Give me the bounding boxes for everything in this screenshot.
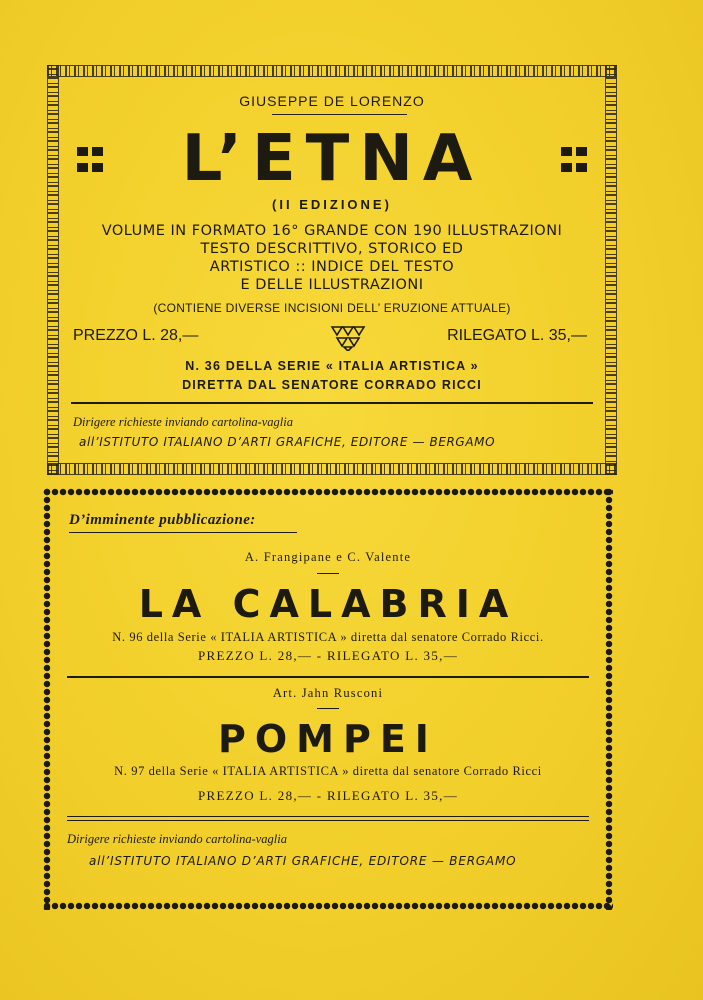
short-divider [317, 573, 339, 574]
order-line: Dirigere richieste inviando cartolina-vaglia [73, 415, 293, 429]
right-ornament-dots [561, 147, 587, 173]
author-underline [272, 114, 407, 115]
etna-bound-price: RILEGATO L. 35,— [447, 327, 587, 344]
order-line: Dirigere richieste inviando cartolina-vaglia [67, 832, 287, 846]
upcoming-heading: D’imminente pubblicazione: [69, 512, 256, 528]
etna-series [47, 357, 617, 395]
series-line: N. 36 DELLA SERIE « ITALIA ARTISTICA » [185, 359, 479, 373]
divider-rule [67, 816, 589, 817]
ornamental-border-bottom [47, 463, 617, 475]
etna-edition: (II EDIZIONE) [272, 197, 392, 212]
pompei-price: PREZZO L. 28,— - RILEGATO L. 35,— [197, 788, 459, 803]
director-line: DIRETTA DAL SENATORE CORRADO RICCI [182, 378, 482, 392]
calabria-author: A. Frangipane e C. Valente [244, 550, 412, 564]
description-line: TESTO DESCRITTIVO, STORICO ED [200, 241, 464, 257]
beaded-border-bottom [43, 902, 613, 910]
triangle-ornament-icon [330, 325, 366, 351]
etna-title: L’ETNA [181, 122, 483, 196]
description-line: E DELLE ILLUSTRAZIONI [240, 277, 424, 293]
upcoming-order-info [67, 828, 516, 872]
short-divider [317, 708, 339, 709]
etna-price: PREZZO L. 28,— [73, 327, 199, 344]
publisher-line: all’ISTITUTO ITALIANO D’ARTI GRAFICHE, EDITORE — BERGAMO [89, 854, 517, 868]
pompei-series: N. 97 della Serie « ITALIA ARTISTICA » diretta dal senatore Corrado Ricci [114, 764, 542, 778]
pompei-author: Art. Jahn Rusconi [272, 686, 384, 700]
beaded-border-top [43, 488, 613, 496]
pompei-title: POMPEI [218, 717, 438, 761]
calabria-title: LA CALABRIA [138, 582, 518, 626]
heading-underline [69, 532, 297, 533]
publisher-line: all’ISTITUTO ITALIANO D’ARTI GRAFICHE, EDITORE — BERGAMO [79, 435, 496, 449]
ornamental-border-top [47, 65, 617, 77]
calabria-price: PREZZO L. 28,— - RILEGATO L. 35,— [197, 648, 459, 663]
etna-advertisement [47, 65, 617, 475]
divider-rule [67, 676, 589, 678]
description-line: VOLUME IN FORMATO 16° GRANDE CON 190 ILLUSTRAZIONI [101, 223, 563, 239]
etna-order-info [73, 412, 495, 452]
calabria-series: N. 96 della Serie « ITALIA ARTISTICA » diretta dal senatore Corrado Ricci. [112, 630, 544, 644]
upcoming-advertisement [43, 488, 613, 910]
divider-rule [71, 402, 593, 404]
etna-description [47, 222, 617, 294]
divider-rule [67, 820, 589, 821]
etna-author: GIUSEPPE DE LORENZO [239, 93, 425, 109]
description-line: ARTISTICO :: INDICE DEL TESTO [209, 259, 455, 275]
etna-note: (CONTIENE DIVERSE INCISIONI DELL’ ERUZIONE ATTUALE) [153, 301, 511, 315]
etna-price-row [73, 327, 587, 349]
